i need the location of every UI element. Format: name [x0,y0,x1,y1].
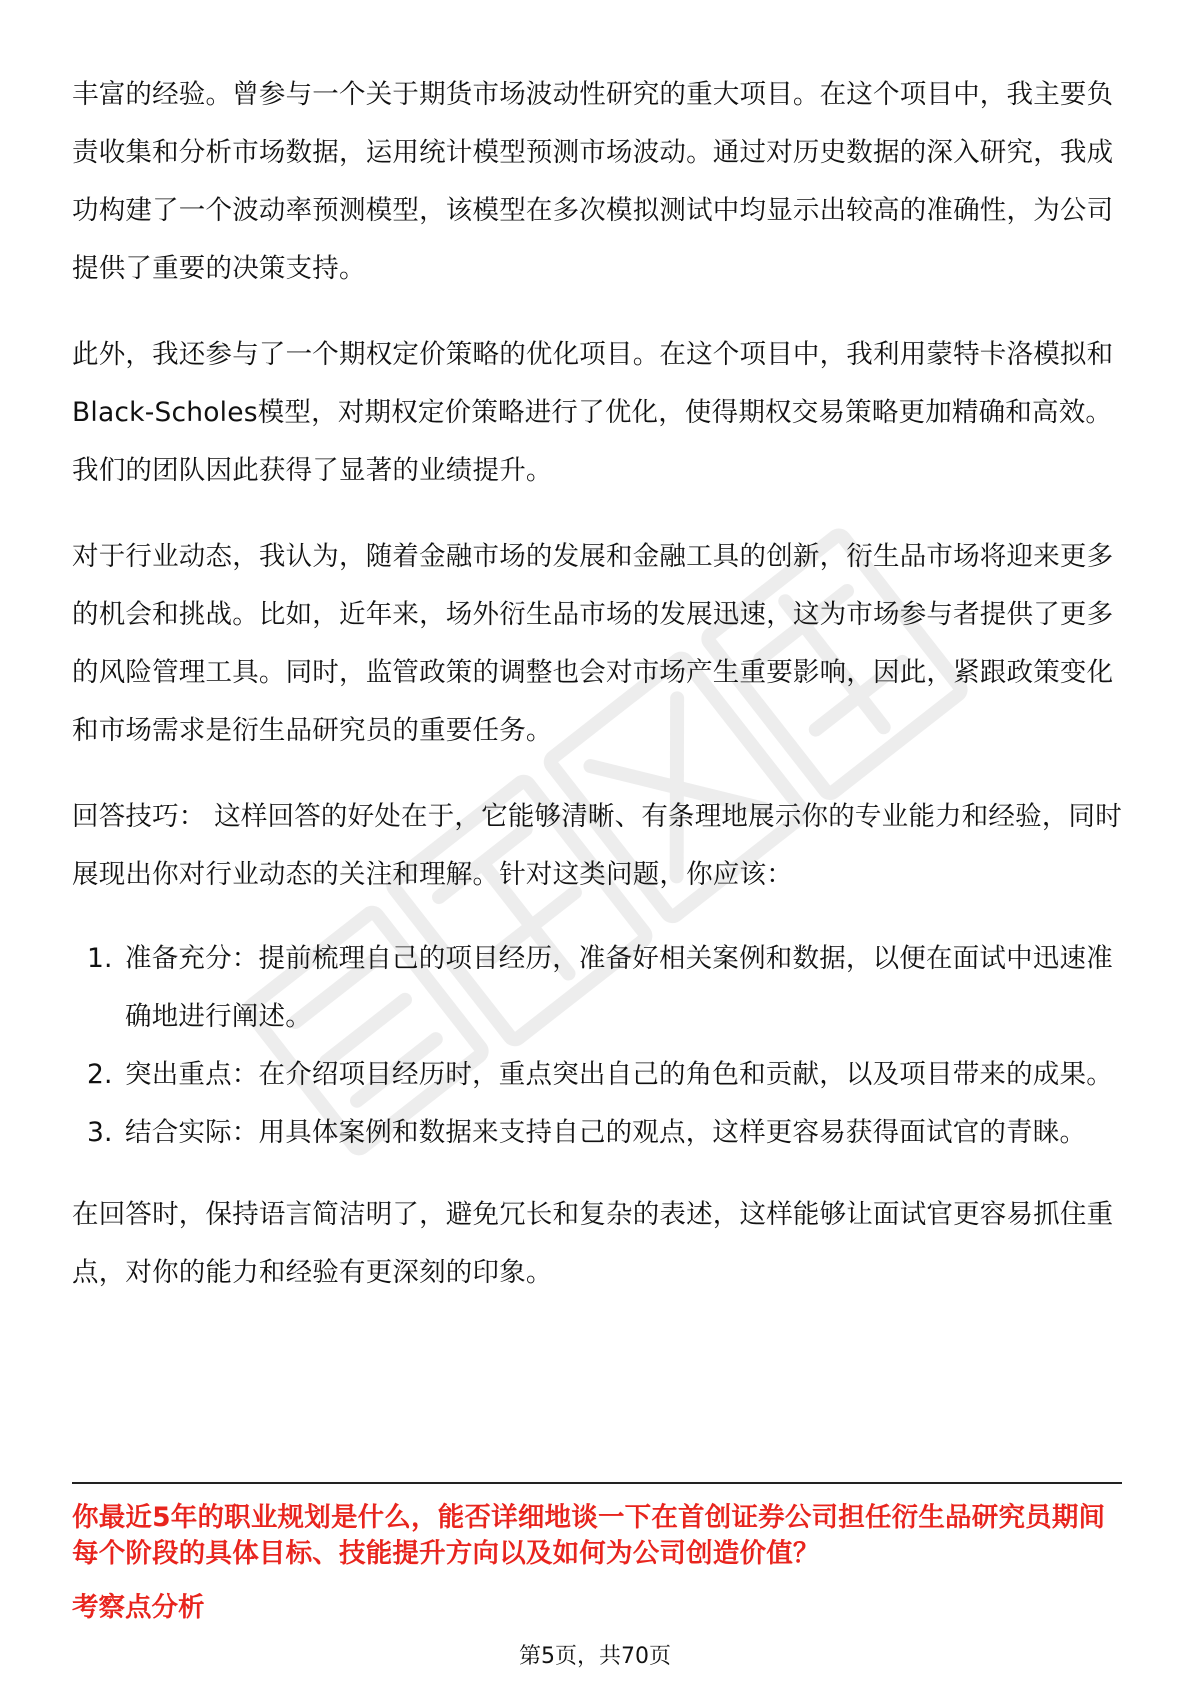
section-divider [72,1482,1122,1484]
list-item [72,930,1122,1046]
list-number: 3. [87,1117,113,1148]
paragraph-industry-trends: 对于行业动态，我认为，随着金融市场的发展和金融工具的创新，衍生品市场将迎来更多的机会和挑战。比如，近年来，场外衍生品市场的发展迅速，这为市场参与者提供了更多的风险管理工具。同时，监管政策的调整也会对市场产生重要影响，因此，紧跟政策变化和市场需求是衍生品研究员的重要任务。 [72,541,1114,746]
list-item-text: 突出重点：在介绍项目经历时，重点突出自己的角色和贡献，以及项目带来的成果。 [125,1059,1113,1090]
paragraph-conclusion: 在回答时，保持语言简洁明了，避免冗长和复杂的表述，这样能够让面试官更容易抓住重点，对你的能力和经验有更深刻的印象。 [72,1199,1114,1288]
list-item-text: 准备充分：提前梳理自己的项目经历，准备好相关案例和数据，以便在面试中迅速准确地进行阐述。 [125,943,1113,1032]
next-question-heading: 你最近5年的职业规划是什么，能否详细地谈一下在首创证券公司担任衍生品研究员期间每个阶段的具体目标、技能提升方向以及如何为公司创造价值？ [72,1502,1106,1569]
list-item-text: 结合实际：用具体案例和数据来支持自己的观点，这样更容易获得面试官的青睐。 [125,1117,1087,1148]
paragraph-experience: 丰富的经验。曾参与一个关于期货市场波动性研究的重大项目。在这个项目中，我主要负责收集和分析市场数据，运用统计模型预测市场波动。通过对历史数据的深入研究，我成功构建了一个波动率预测模型，该模型在多次模拟测试中均显示出较高的准确性，为公司提供了重要的决策支持。 [72,79,1114,284]
list-item [72,1046,1122,1104]
tips-list [72,930,1122,1162]
document-body [72,66,1122,1330]
list-number: 2. [87,1059,113,1090]
list-item [72,1104,1122,1162]
list-number: 1. [87,943,113,974]
page-number-footer: 第5页，共70页 [519,1644,671,1669]
paragraph-option-pricing: 此外，我还参与了一个期权定价策略的优化项目。在这个项目中，我利用蒙特卡洛模拟和Black-Scholes模型，对期权定价策略进行了优化，使得期权交易策略更加精确和高效。我们的团队因此获得了显著的业绩提升。 [72,339,1114,486]
analysis-section-heading: 考察点分析 [72,1592,205,1623]
paragraph-answer-tips: 回答技巧： 这样回答的好处在于，它能够清晰、有条理地展示你的专业能力和经验，同时展现出你对行业动态的关注和理解。针对这类问题，你应该： [72,801,1122,890]
